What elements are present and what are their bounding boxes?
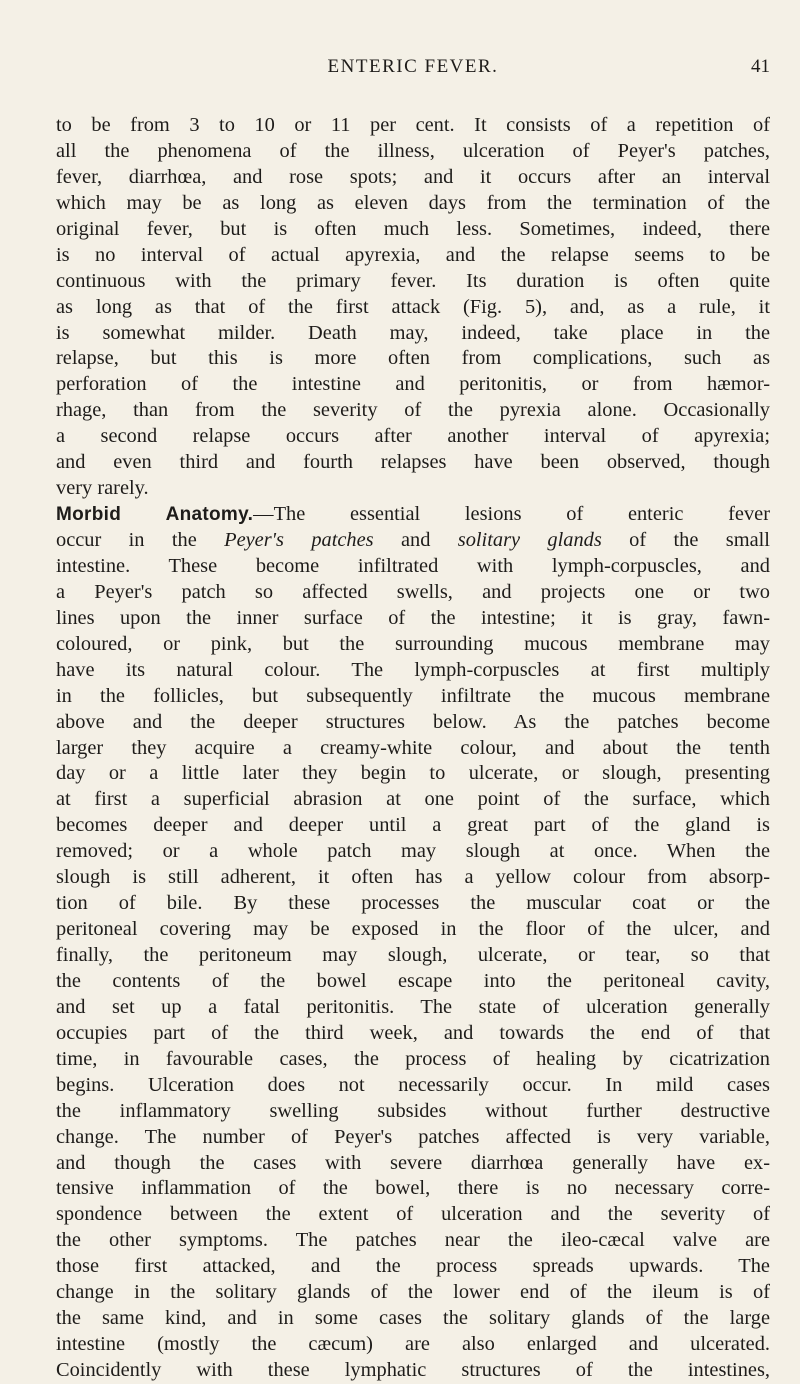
text-line: and though the cases with severe diarrhœa generally have ex- [56, 1151, 770, 1174]
text-line: have its natural colour. The lymph-corpuscles at first multiply [56, 658, 770, 681]
text-line: day or a little later they begin to ulcerate, or slough, presenting [56, 762, 770, 785]
text-line: fever, diarrhœa, and rose spots; and it occurs after an interval [56, 165, 770, 188]
text-line: tion of bile. By these processes the muscular coat or the [56, 892, 770, 915]
text-line: intestine (mostly the cæcum) are also enlarged and ulcerated. [56, 1333, 770, 1356]
text-line: the same kind, and in some cases the solitary glands of the large [56, 1307, 770, 1330]
italic-term-peyers-patches: Peyer's patches [224, 529, 374, 551]
text-line [56, 528, 770, 554]
text-line: begins. Ulceration does not necessarily occur. In mild cases [56, 1073, 770, 1096]
text-line: rhage, than from the severity of the pyrexia alone. Occasionally [56, 399, 770, 422]
text-line: as long as that of the first attack (Fig. 5), and, as a rule, it [56, 295, 770, 318]
text-line: the contents of the bowel escape into the peritoneal cavity, [56, 969, 770, 992]
text-line: is no interval of actual apyrexia, and the relapse seems to be [56, 243, 770, 266]
section-heading-continuation: —The essential lesions of enteric fever [253, 503, 770, 526]
text-line: all the phenomena of the illness, ulceration of Peyer's patches, [56, 139, 770, 162]
text-line: which may be as long as eleven days from the termination of the [56, 191, 770, 214]
text-line: finally, the peritoneum may slough, ulcerate, or tear, so that [56, 944, 770, 966]
section-heading: Morbid Anatomy. [56, 504, 254, 526]
text-line: above and the deeper structures below. As the patches become [56, 710, 770, 733]
text-line: intestine. These become infiltrated with lymph-corpuscles, and [56, 554, 770, 577]
text-line: and set up a fatal peritonitis. The state of ulceration generally [56, 995, 770, 1018]
text-line: tensive inflammation of the bowel, there is no necessary corre- [56, 1177, 770, 1200]
text-line: continuous with the primary fever. Its duration is often quite [56, 269, 770, 292]
text-line: perforation of the intestine and peritonitis, or from hæmor- [56, 373, 770, 396]
text-line: at first a superficial abrasion at one point of the surface, which [56, 788, 770, 811]
text-line: peritoneal covering may be exposed in the floor of the ulcer, and [56, 918, 770, 941]
body-text [56, 113, 770, 1384]
text-line: those first attacked, and the process spreads upwards. The [56, 1255, 770, 1278]
text-line: becomes deeper and deeper until a great part of the gland is [56, 814, 770, 837]
text-run: of the small [601, 529, 770, 551]
italic-term-solitary-glands: solitary glands [457, 529, 602, 551]
text-line: in the follicles, but subsequently infiltrate the mucous membrane [56, 684, 770, 707]
text-line: lines upon the inner surface of the intestine; it is gray, fawn- [56, 606, 770, 629]
text-line: the inflammatory swelling subsides without further destructive [56, 1099, 770, 1122]
text-line: relapse, but this is more often from complications, such as [56, 347, 770, 370]
text-line: is somewhat milder. Death may, indeed, take place in the [56, 321, 770, 344]
text-line: the other symptoms. The patches near the ileo-cæcal valve are [56, 1229, 770, 1252]
text-line: a Peyer's patch so affected swells, and projects one or two [56, 580, 770, 603]
text-line: and even third and fourth relapses have been observed, though [56, 451, 770, 474]
text-line: a second relapse occurs after another interval of apyrexia; [56, 425, 770, 448]
text-run: occur in the [56, 529, 225, 551]
page-number: 41 [751, 56, 770, 77]
page-header [56, 56, 770, 86]
text-line: very rarely. [56, 477, 149, 500]
text-line: removed; or a whole patch may slough at once. When the [56, 840, 770, 863]
text-line: to be from 3 to 10 or 11 per cent. It consists of a repetition of [56, 114, 770, 136]
text-line: slough is still adherent, it often has a yellow colour from absorp- [56, 866, 770, 889]
text-line: Coincidently with these lymphatic structures of the intestines, [56, 1359, 770, 1381]
text-run: and [373, 529, 458, 551]
running-title: ENTERIC FEVER. [327, 56, 499, 77]
text-line: spondence between the extent of ulceration and the severity of [56, 1203, 770, 1226]
text-line: occupies part of the third week, and towards the end of that [56, 1021, 770, 1044]
text-line: change. The number of Peyer's patches affected is very variable, [56, 1125, 770, 1148]
text-line: change in the solitary glands of the lower end of the ileum is of [56, 1281, 770, 1304]
text-line: coloured, or pink, but the surrounding mucous membrane may [56, 632, 770, 655]
book-page [56, 0, 770, 1381]
text-line: original fever, but is often much less. Sometimes, indeed, there [56, 217, 770, 240]
section-heading-line [56, 502, 770, 528]
text-line: time, in favourable cases, the process of healing by cicatrization [56, 1047, 770, 1070]
text-line: larger they acquire a creamy-white colour, and about the tenth [56, 736, 770, 759]
